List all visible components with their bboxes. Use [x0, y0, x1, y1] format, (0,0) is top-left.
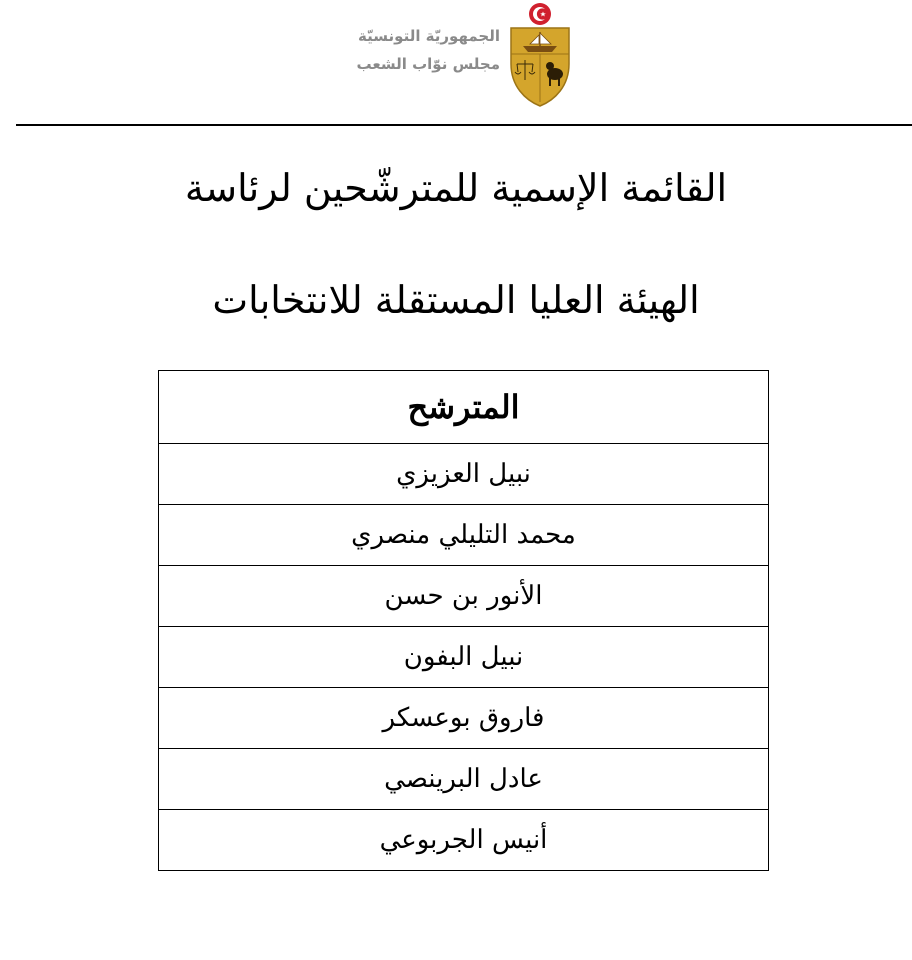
candidate-name: نبيل العزيزي: [159, 444, 769, 505]
table-row: [159, 566, 769, 627]
tunisia-coat-of-arms-icon: [505, 2, 575, 108]
table-row: [159, 749, 769, 810]
table-row: [159, 444, 769, 505]
emblem-ship: [523, 46, 557, 52]
header-text-block: [330, 22, 500, 78]
header-republic-name: الجمهوريّة التونسيّة: [358, 27, 500, 45]
table-row: [159, 627, 769, 688]
header-divider: [16, 124, 912, 126]
candidate-name: الأنور بن حسن: [159, 566, 769, 627]
page-title-line-1: القائمة الإسمية للمترشّحين لرئاسة: [184, 166, 728, 210]
table-row: [159, 688, 769, 749]
header-parliament-name: مجلس نوّاب الشعب: [356, 55, 500, 73]
candidate-name: أنيس الجربوعي: [159, 810, 769, 871]
page-title-line-2: الهيئة العليا المستقلة للانتخابات: [212, 278, 700, 322]
table-header-candidate: المترشح: [159, 371, 769, 444]
candidate-name: محمد التليلي منصري: [159, 505, 769, 566]
document-header: [0, 0, 912, 120]
candidate-name: عادل البرينصي: [159, 749, 769, 810]
candidate-name: فاروق بوعسكر: [159, 688, 769, 749]
table-row: [159, 810, 769, 871]
candidates-table: [158, 370, 769, 871]
table-header-row: [159, 371, 769, 444]
candidate-name: نبيل البفون: [159, 627, 769, 688]
table-row: [159, 505, 769, 566]
